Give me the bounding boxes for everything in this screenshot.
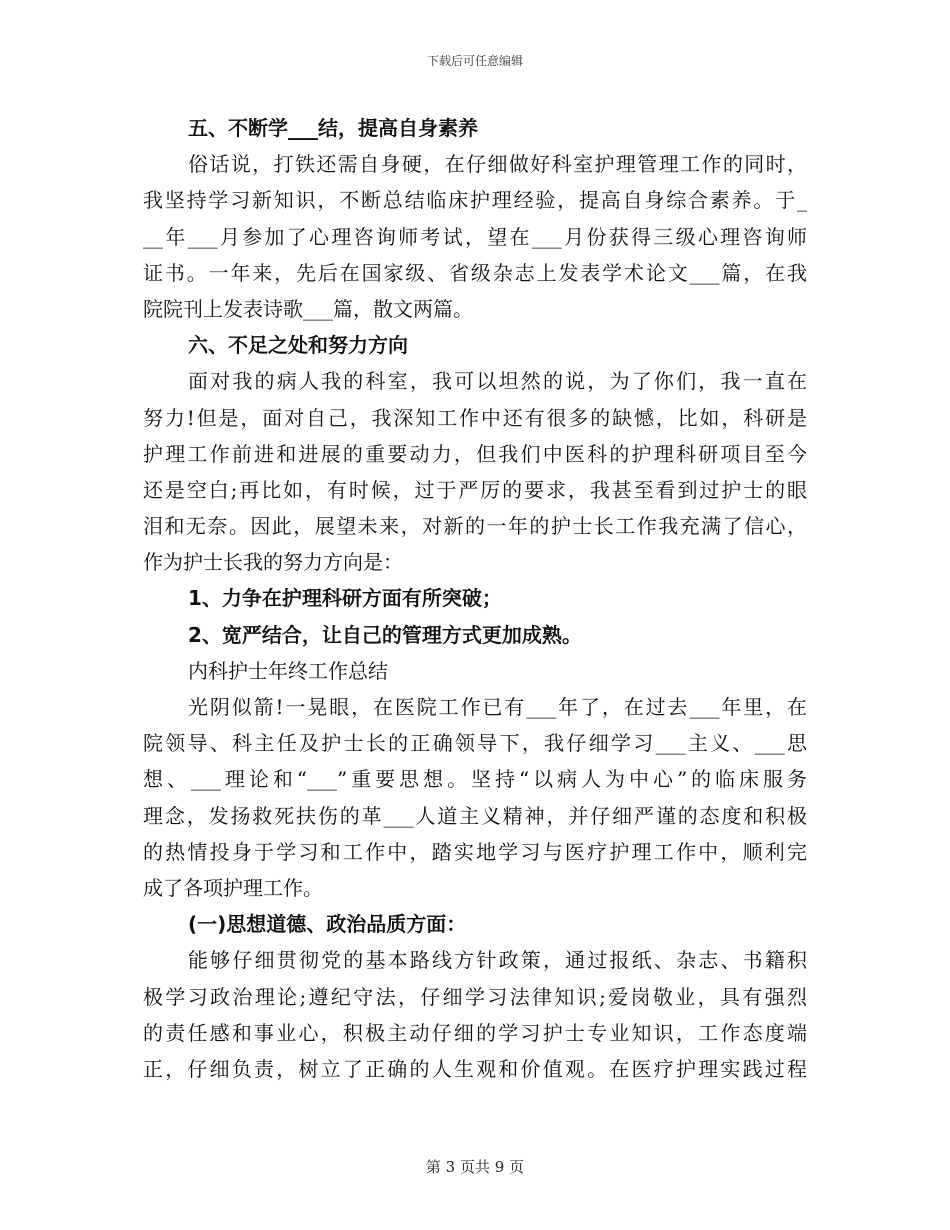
- list-item-heading: 2、宽严结合，让自己的管理方式更加成熟。: [188, 622, 582, 647]
- page-header: 下载后可任意编辑: [426, 54, 523, 68]
- paragraph-line: 作为护士长我的努力方向是：: [143, 550, 403, 575]
- paragraph-line: 泪和无奈。因此，展望未来，对新的一年的护士长工作我充满了信心，: [143, 514, 807, 539]
- paragraph-line: 面对我的病人我的科室，我可以坦然的说，为了你们，我一直在: [188, 369, 807, 394]
- paragraph-line: 理念，发扬救死扶伤的革___人道主义精神，并仔细严谨的态度和积极: [143, 803, 807, 828]
- section-heading: 五、不断学___结，提高自身素养: [188, 116, 478, 140]
- paragraph-line: 能够仔细贯彻党的基本路线方针政策，通过报纸、杂志、书籍积: [188, 948, 807, 973]
- paragraph-line: 俗话说，打铁还需自身硬，在仔细做好科室护理管理工作的同时，: [188, 152, 807, 177]
- paragraph-line: 证书。一年来，先后在国家级、省级杂志上发表学术论文___篇，在我: [143, 260, 807, 285]
- paragraph-line: 院领导、科主任及护士长的正确领导下，我仔细学习___主义、___思: [143, 731, 807, 756]
- paragraph-line: 的责任感和事业心，积极主动仔细的学习护士专业知识，工作态度端: [143, 1020, 807, 1045]
- paragraph-line: 想、___理论和“___”重要思想。坚持“以病人为中心”的临床服务: [143, 767, 807, 792]
- paragraph-line: 极学习政治理论;遵纪守法，仔细学习法律知识;爱岗敬业，具有强烈: [143, 984, 807, 1009]
- paragraph-line: 光阴似箭!一晃眼，在医院工作已有___年了，在过去___年里，在: [188, 695, 807, 719]
- paragraph-line: 成了各项护理工作。: [143, 875, 323, 900]
- paragraph-line: 正，仔细负责，树立了正确的人生观和价值观。在医疗护理实践过程: [143, 1056, 807, 1081]
- list-item-heading: 1、力争在护理科研方面有所突破；: [188, 586, 502, 611]
- page-footer: 第 3 页共 9 页: [425, 1158, 525, 1176]
- paragraph-line: 的热情投身于学习和工作中，踏实地学习与医疗护理工作中，顺利完: [143, 839, 807, 864]
- paragraph-line: 我坚持学习新知识，不断总结临床护理经验，提高自身综合素养。于_: [143, 188, 807, 213]
- paragraph-line: 努力!但是，面对自己，我深知工作中还有很多的缺憾，比如，科研是: [143, 405, 807, 430]
- body-text: [143, 110, 807, 1087]
- section-heading: (一)思想道德、政治品质方面：: [188, 912, 467, 937]
- paragraph-line: __年___月参加了心理咨询师考试，望在___月份获得三级心理咨询师: [143, 224, 807, 249]
- document-title: 内科护士年终工作总结: [188, 658, 388, 683]
- paragraph-line: 还是空白;再比如，有时候，过于严厉的要求，我甚至看到过护士的眼: [143, 477, 807, 502]
- paragraph-line: 院院刊上发表诗歌___篇，散文两篇。: [143, 296, 473, 321]
- section-heading: 六、不足之处和努力方向: [188, 333, 408, 358]
- paragraph-line: 护理工作前进和进展的重要动力，但我们中医科的护理科研项目至今: [143, 441, 807, 466]
